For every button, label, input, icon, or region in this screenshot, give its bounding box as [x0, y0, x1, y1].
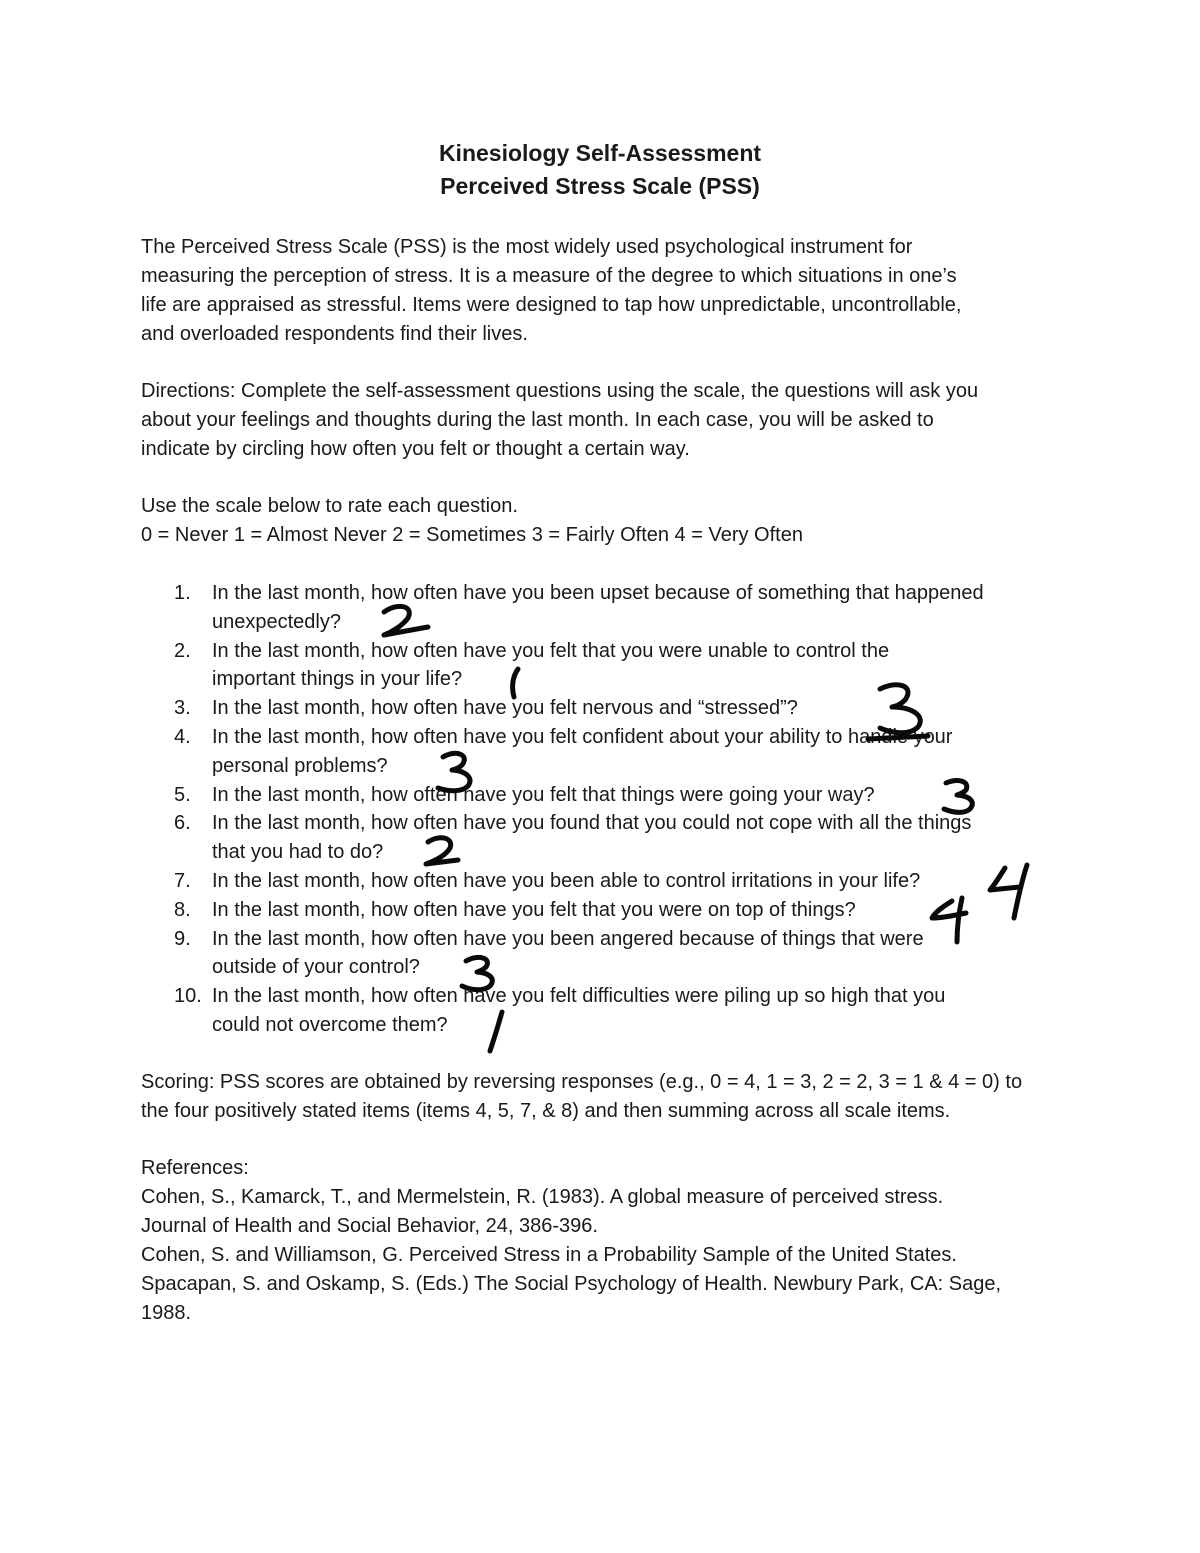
question-text-line: that you had to do? [212, 841, 384, 864]
question-list [141, 579, 1081, 1040]
question-number: 5. [174, 783, 191, 806]
question-item [141, 925, 1081, 983]
question-item [141, 781, 1081, 810]
directions-line: Directions: Complete the self-assessment questions using the scale, the questions will ask you [141, 380, 979, 402]
question-item [141, 694, 1081, 723]
question-text-line: unexpectedly? [212, 610, 341, 633]
question-text-line: In the last month, how often have you been upset because of something that happened [212, 582, 984, 604]
question-text-line: important things in your life? [212, 668, 463, 691]
question-number: 3. [174, 697, 191, 720]
question-text-line: In the last month, how often have you felt nervous and “stressed”? [212, 697, 798, 720]
intro-line: life are appraised as stressful. Items were designed to tap how unpredictable, uncontrollable, [141, 294, 962, 316]
reference-line: Cohen, S. and Williamson, G. Perceived Stress in a Probability Sample of the United States. [141, 1244, 957, 1266]
scoring-line: the four positively stated items (items 4, 5, 7, & 8) and then summing across all scale items. [141, 1100, 951, 1122]
question-item [141, 896, 1081, 925]
question-text-line: In the last month, how often have you been angered because of things that were [212, 927, 924, 950]
question-number: 2. [174, 639, 191, 662]
question-text-line: In the last month, how often have you felt that things were going your way? [212, 783, 875, 806]
question-text-line: could not overcome them? [212, 1013, 448, 1036]
page-header [0, 137, 1200, 203]
reference-line: Journal of Health and Social Behavior, 24, 386-396. [141, 1215, 598, 1237]
intro-line: and overloaded respondents find their lives. [141, 323, 528, 345]
intro-line: measuring the perception of stress. It is a measure of the degree to which situations in one’s [141, 265, 957, 287]
question-number: 4. [174, 725, 191, 748]
intro-paragraph [141, 233, 1081, 349]
page-title: Kinesiology Self-Assessment [438, 140, 762, 166]
question-item [141, 809, 1081, 867]
question-text-line: In the last month, how often have you found that you could not cope with all the things [212, 812, 972, 835]
question-number: 9. [174, 927, 191, 950]
question-text-line: outside of your control? [212, 956, 420, 979]
references-heading: References: [141, 1157, 249, 1179]
question-text-line: personal problems? [212, 754, 388, 777]
scale-legend: 0 = Never 1 = Almost Never 2 = Sometimes 3 = Fairly Often 4 = Very Often [141, 524, 803, 546]
page-subtitle: Perceived Stress Scale (PSS) [440, 173, 760, 199]
question-item [141, 982, 1081, 1040]
scoring-paragraph [141, 1068, 1081, 1126]
scale-instruction: Use the scale below to rate each question. [141, 495, 518, 517]
scale-section [141, 492, 1081, 550]
question-number: 10. [174, 985, 202, 1008]
question-number: 8. [174, 898, 191, 921]
reference-line: 1988. [141, 1302, 192, 1324]
directions-line: indicate by circling how often you felt or thought a certain way. [141, 438, 690, 460]
question-item [141, 867, 1081, 896]
question-item [141, 723, 1081, 781]
intro-line: The Perceived Stress Scale (PSS) is the most widely used psychological instrument for [141, 236, 913, 258]
reference-line: Cohen, S., Kamarck, T., and Mermelstein, R. (1983). A global measure of perceived stress. [141, 1186, 944, 1208]
directions-line: about your feelings and thoughts during the last month. In each case, you will be asked to [141, 409, 934, 431]
question-number: 6. [174, 812, 191, 835]
question-number: 7. [174, 869, 191, 892]
scoring-line: Scoring: PSS scores are obtained by reversing responses (e.g., 0 = 4, 1 = 3, 2 = 2, 3 = 1 & 4 = 0) to [141, 1071, 1023, 1093]
question-item [141, 579, 1081, 637]
question-item [141, 637, 1081, 695]
question-text-line: In the last month, how often have you been able to control irritations in your life? [212, 869, 921, 892]
directions-paragraph [141, 377, 1081, 464]
references-section [141, 1154, 1081, 1328]
question-text-line: In the last month, how often have you felt that you were unable to control the [212, 639, 890, 662]
question-text-line: In the last month, how often have you felt that you were on top of things? [212, 898, 856, 921]
question-number: 1. [174, 582, 191, 604]
question-text-line: In the last month, how often have you felt difficulties were piling up so high that you [212, 985, 946, 1008]
question-text-line: In the last month, how often have you felt confident about your ability to handle your [212, 725, 953, 748]
reference-line: Spacapan, S. and Oskamp, S. (Eds.) The Social Psychology of Health. Newbury Park, CA: Sage, [141, 1273, 1002, 1295]
